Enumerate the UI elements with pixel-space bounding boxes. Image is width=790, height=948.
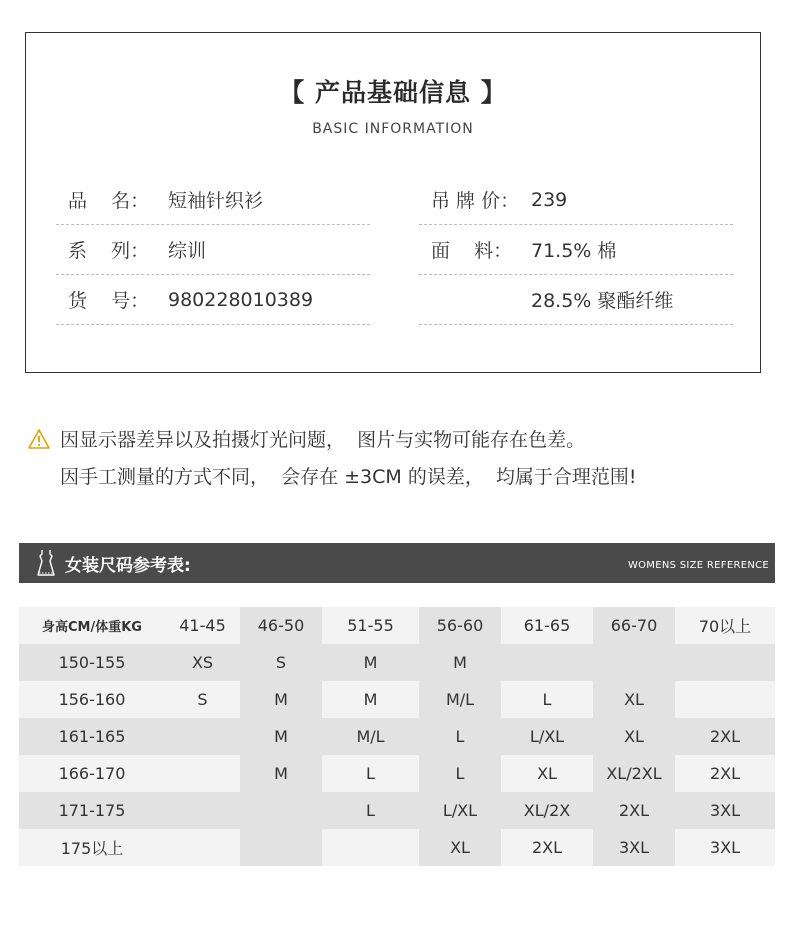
table-header-cell: 56-60 <box>419 607 501 644</box>
table-cell: XL/2X <box>501 792 593 829</box>
size-table <box>19 607 775 866</box>
table-cell: M <box>240 681 322 718</box>
info-value: 71.5% 棉 <box>531 240 617 262</box>
notice-line-1 <box>28 420 637 457</box>
info-column-left <box>56 175 370 325</box>
table-cell: XL <box>419 829 501 866</box>
info-label: 吊 牌 价： <box>431 190 520 212</box>
table-cell: XL <box>593 718 675 755</box>
table-cell <box>501 644 593 681</box>
info-label: 品 名： <box>68 190 150 212</box>
table-cell: L/XL <box>419 792 501 829</box>
info-label: 系 列： <box>68 240 150 262</box>
table-header-cell: 51-55 <box>322 607 419 644</box>
table-header-cell: 70以上 <box>675 607 775 644</box>
table-header-row <box>19 607 775 644</box>
info-row-price <box>419 175 733 225</box>
table-cell: L <box>322 792 419 829</box>
dress-icon <box>35 549 57 577</box>
table-cell: M <box>419 644 501 681</box>
table-cell: XL <box>593 681 675 718</box>
table-cell: M <box>240 755 322 792</box>
table-cell: 175以上 <box>19 829 165 866</box>
table-cell <box>240 792 322 829</box>
table-header-cell: 身高CM/体重KG <box>19 607 165 644</box>
table-row <box>19 755 775 792</box>
basic-info-subtitle: BASIC INFORMATION <box>312 121 474 137</box>
info-row-name <box>56 175 370 225</box>
table-cell: 161-165 <box>19 718 165 755</box>
table-cell: L <box>419 755 501 792</box>
table-header-cell: 61-65 <box>501 607 593 644</box>
notice-text-1: 因显示器差异以及拍摄灯光问题， 图片与实物可能存在色差。 <box>60 429 586 451</box>
table-cell <box>165 792 240 829</box>
warning-icon <box>28 428 50 450</box>
table-cell: 2XL <box>675 718 775 755</box>
table-cell: XL <box>501 755 593 792</box>
info-value: 980228010389 <box>168 288 314 311</box>
table-cell: M/L <box>419 681 501 718</box>
table-header-cell: 66-70 <box>593 607 675 644</box>
table-cell: XS <box>165 644 240 681</box>
table-cell: 3XL <box>675 829 775 866</box>
info-value: 28.5% 聚酯纤维 <box>531 290 674 312</box>
basic-info-panel <box>25 32 761 373</box>
table-cell: M/L <box>322 718 419 755</box>
table-header-cell: 41-45 <box>165 607 240 644</box>
info-value: 短袖针织衫 <box>168 190 264 212</box>
info-row-fabric <box>419 225 733 275</box>
table-cell <box>165 718 240 755</box>
table-cell: 156-160 <box>19 681 165 718</box>
table-cell <box>165 829 240 866</box>
table-cell <box>322 829 419 866</box>
table-cell: M <box>322 681 419 718</box>
table-cell: L <box>501 681 593 718</box>
size-chart-subtitle: WOMENS SIZE REFERENCE <box>627 560 769 571</box>
table-header-cell: 46-50 <box>240 607 322 644</box>
table-cell: 171-175 <box>19 792 165 829</box>
table-cell: M <box>322 644 419 681</box>
notice-text-2: 因手工测量的方式不同， 会存在 ±3CM 的误差， 均属于合理范围! <box>60 466 637 488</box>
basic-info-title: 【 产品基础信息 】 <box>279 78 507 107</box>
info-row-series <box>56 225 370 275</box>
table-row <box>19 829 775 866</box>
size-chart-header <box>19 543 775 583</box>
table-cell <box>675 681 775 718</box>
info-row-fabric-2 <box>419 275 733 325</box>
info-value: 综训 <box>168 240 207 262</box>
size-chart-title: 女装尺码参考表: <box>65 556 191 576</box>
table-cell: 2XL <box>501 829 593 866</box>
table-cell: L <box>419 718 501 755</box>
table-cell: 150-155 <box>19 644 165 681</box>
table-cell <box>240 829 322 866</box>
table-cell: 2XL <box>593 792 675 829</box>
table-cell: L/XL <box>501 718 593 755</box>
table-row <box>19 792 775 829</box>
info-value: 239 <box>531 188 568 211</box>
table-row <box>19 644 775 681</box>
info-label: 面 料： <box>431 240 513 262</box>
table-cell: 166-170 <box>19 755 165 792</box>
table-cell: XL/2XL <box>593 755 675 792</box>
table-cell: S <box>165 681 240 718</box>
table-cell: 3XL <box>675 792 775 829</box>
table-cell: M <box>240 718 322 755</box>
notice-line-2 <box>28 457 637 494</box>
color-notice <box>28 420 637 494</box>
table-cell: S <box>240 644 322 681</box>
info-row-sku <box>56 275 370 325</box>
table-row <box>19 681 775 718</box>
info-column-right <box>419 175 733 325</box>
table-cell: L <box>322 755 419 792</box>
table-cell <box>593 644 675 681</box>
info-label: 货 号： <box>68 290 150 312</box>
table-row <box>19 718 775 755</box>
table-cell <box>165 755 240 792</box>
table-cell: 2XL <box>675 755 775 792</box>
table-cell <box>675 644 775 681</box>
table-cell: 3XL <box>593 829 675 866</box>
